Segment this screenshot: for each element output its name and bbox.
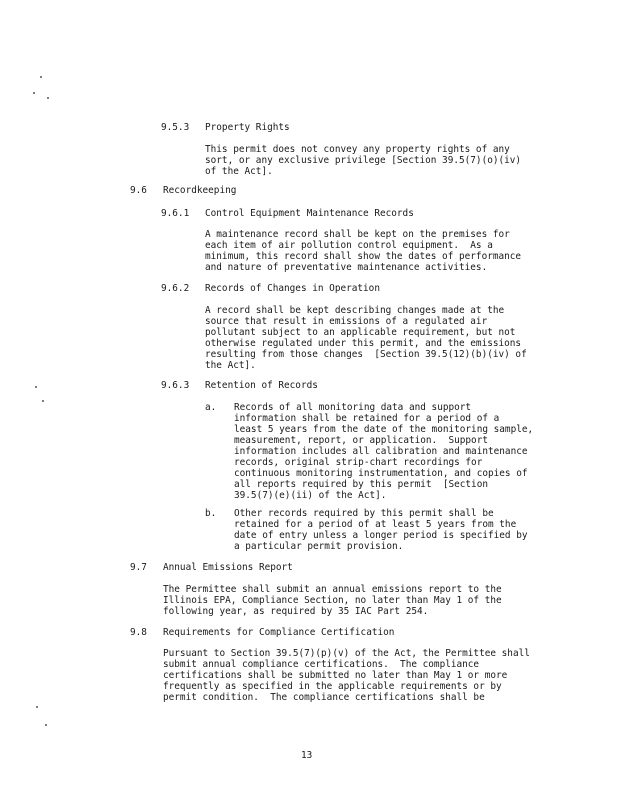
- list-item-text: Records of all monitoring data and support information shall be retained for a period of a least 5 years from the date of the monitoring sample, measurement, report, or application. Support information includes all calibration and maintenance records, original strip-chart recordings for continuous monitoring instrumentation, and copies of all reports required by this permit [Section 39.5(7)(e)(ii) of the Act].: [234, 402, 534, 501]
- section-number: 9.6.1: [161, 208, 190, 219]
- section-number: 9.8: [130, 627, 147, 638]
- list-item-label: a.: [205, 402, 217, 413]
- scan-speck: [35, 386, 37, 388]
- section-number: 9.5.3: [161, 122, 190, 133]
- list-item-text: Other records required by this permit shall be retained for a period of at least 5 years from the date of entry unless a longer period is specified by a particular permit provision.: [234, 508, 528, 552]
- section-number: 9.6: [130, 185, 147, 196]
- scan-speck: [45, 724, 47, 726]
- scan-speck: [40, 76, 42, 78]
- section-body: A record shall be kept describing changes made at the source that result in emissions of a regulated air pollutant subject to an applicable requirement, but not otherwise regulated under this permit, and the emissions resulting from those changes [Section 39.5(12)(b)(iv) of the Act].: [205, 305, 527, 371]
- section-title: Recordkeeping: [163, 185, 237, 196]
- section-title: Control Equipment Maintenance Records: [205, 208, 414, 219]
- section-body: This permit does not convey any property rights of any sort, or any exclusive privilege [Section 39.5(7)(o)(iv) of the Act].: [205, 144, 522, 177]
- section-title: Retention of Records: [205, 380, 318, 391]
- section-title: Requirements for Compliance Certification: [163, 627, 395, 638]
- scan-speck: [36, 706, 38, 708]
- section-title: Property Rights: [205, 122, 290, 133]
- section-number: 9.6.2: [161, 283, 190, 294]
- section-body: The Permittee shall submit an annual emissions report to the Illinois EPA, Compliance Section, no later than May 1 of the following year, as required by 35 IAC Part 254.: [163, 584, 502, 617]
- scan-speck: [33, 92, 35, 94]
- section-body: A maintenance record shall be kept on the premises for each item of air pollution control equipment. As a minimum, this record shall show the dates of performance and nature of preventative maintenance activities.: [205, 229, 522, 273]
- section-body: Pursuant to Section 39.5(7)(p)(v) of the Act, the Permittee shall submit annual compliance certifications. The compliance certifications shall be submitted no later than May 1 or more frequently as specified in the applicable requirements or by permit condition. The compliance certifications shall be: [163, 648, 530, 703]
- list-item-label: b.: [205, 508, 217, 519]
- scan-speck: [47, 97, 49, 99]
- section-title: Records of Changes in Operation: [205, 283, 380, 294]
- page-number: 13: [301, 750, 313, 761]
- section-title: Annual Emissions Report: [163, 562, 293, 573]
- section-number: 9.6.3: [161, 380, 190, 391]
- scan-speck: [42, 400, 44, 402]
- section-number: 9.7: [130, 562, 147, 573]
